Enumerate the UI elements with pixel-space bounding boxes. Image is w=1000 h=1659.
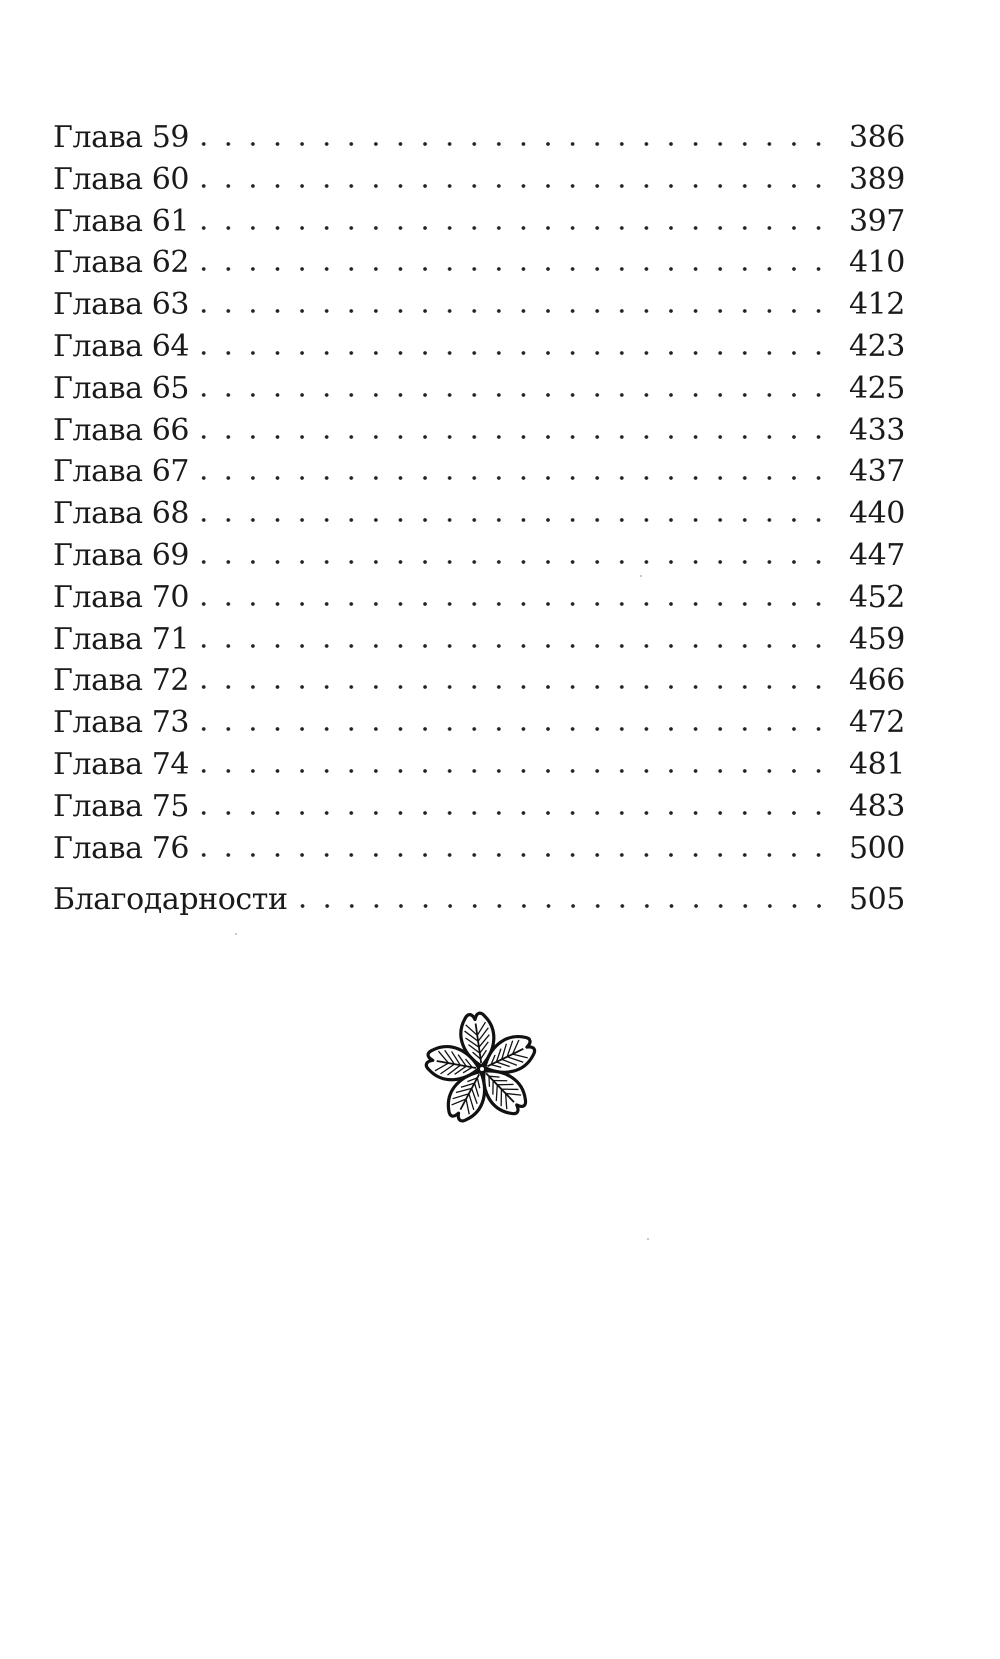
toc-entry-label: Глава 70 (53, 579, 190, 615)
flower-icon (420, 1007, 544, 1131)
paper-speck (640, 575, 642, 577)
toc-entry-chapter-59[interactable] (53, 117, 905, 159)
toc-entry-page: 386 (848, 120, 905, 155)
toc-entry-label: Глава 72 (53, 663, 190, 699)
toc-entry-page: 437 (848, 454, 905, 490)
toc-entry-page: 425 (848, 370, 905, 406)
toc-entry-page: 433 (848, 412, 905, 448)
dot-leader (298, 903, 831, 909)
toc-entry-chapter-65[interactable] (53, 368, 905, 410)
paper-speck (235, 933, 237, 935)
dot-leader (199, 684, 831, 690)
toc-entry-page: 500 (848, 830, 905, 866)
toc-entry-label: Благодарности (53, 882, 288, 918)
toc-entry-label: Глава 66 (53, 412, 190, 448)
toc-entry-page: 410 (848, 245, 905, 281)
toc-entry-chapter-68[interactable] (53, 493, 905, 535)
dot-leader (199, 141, 831, 147)
toc-entry-page: 423 (848, 328, 905, 364)
dot-leader (199, 768, 831, 774)
dot-leader (199, 810, 831, 816)
toc-entry-chapter-64[interactable] (53, 326, 905, 368)
toc-entry-page: 505 (848, 882, 905, 918)
toc-entry-label: Глава 64 (53, 328, 190, 364)
dot-leader (199, 225, 831, 231)
toc-entry-label: Глава 65 (53, 370, 190, 406)
toc-entry-label: Глава 60 (53, 161, 190, 197)
toc-entry-chapter-61[interactable] (53, 201, 905, 243)
toc-entry-label: Глава 75 (53, 788, 190, 824)
toc-entry-page: 397 (848, 203, 905, 239)
dot-leader (199, 559, 831, 565)
toc-entry-label: Глава 74 (53, 746, 190, 782)
toc-entry-chapter-70[interactable] (53, 577, 905, 619)
dot-leader (199, 266, 831, 272)
toc-entry-chapter-66[interactable] (53, 410, 905, 452)
toc-entry-page: 447 (848, 537, 905, 573)
toc-entry-page: 412 (848, 287, 905, 323)
toc-entry-label: Глава 62 (53, 245, 190, 281)
toc-entry-chapter-63[interactable] (53, 284, 905, 326)
toc-entry-page: 452 (848, 579, 905, 615)
dot-leader (199, 350, 831, 356)
toc-entry-chapter-62[interactable] (53, 242, 905, 284)
toc-entry-label: Глава 71 (53, 621, 190, 657)
toc-entry-label: Глава 63 (53, 287, 190, 323)
toc-entry-chapter-60[interactable] (53, 159, 905, 201)
dot-leader (199, 852, 831, 858)
paper-speck (647, 1238, 649, 1240)
toc-entry-chapter-69[interactable] (53, 535, 905, 577)
toc-entry-chapter-74[interactable] (53, 744, 905, 786)
toc-entry-page: 472 (848, 705, 905, 741)
toc-entry-page: 483 (848, 788, 905, 824)
toc-entry-label: Глава 61 (53, 203, 190, 239)
toc-entry-label: Глава 69 (53, 537, 190, 573)
toc-entry-label: Глава 73 (53, 705, 190, 741)
toc-entry-chapter-73[interactable] (53, 702, 905, 744)
dot-leader (199, 601, 831, 607)
toc-entry-chapter-72[interactable] (53, 660, 905, 702)
dot-leader (199, 308, 831, 314)
toc-entry-chapter-75[interactable] (53, 786, 905, 828)
toc-entry-page: 389 (848, 161, 905, 197)
dot-leader (199, 392, 831, 398)
dot-leader (199, 183, 831, 189)
toc-entry-label: Глава 76 (53, 830, 190, 866)
dot-leader (199, 726, 831, 732)
toc-entry-chapter-71[interactable] (53, 619, 905, 661)
toc-entry-page: 440 (848, 496, 905, 532)
toc-entry-label: Глава 68 (53, 496, 190, 532)
dot-leader (199, 517, 831, 523)
toc-entry-page: 459 (848, 621, 905, 657)
dot-leader (199, 643, 831, 649)
toc-entry-page: 466 (848, 663, 905, 699)
dot-leader (199, 475, 831, 481)
toc-entry-chapter-76[interactable] (53, 828, 905, 870)
toc-entry-acknowledgements[interactable] (53, 879, 905, 921)
dot-leader (199, 434, 831, 440)
toc-entry-page: 481 (848, 746, 905, 782)
table-of-contents (53, 117, 905, 921)
toc-entry-label: Глава 67 (53, 454, 190, 490)
toc-entry-label: Глава 59 (53, 120, 190, 155)
toc-entry-chapter-67[interactable] (53, 451, 905, 493)
